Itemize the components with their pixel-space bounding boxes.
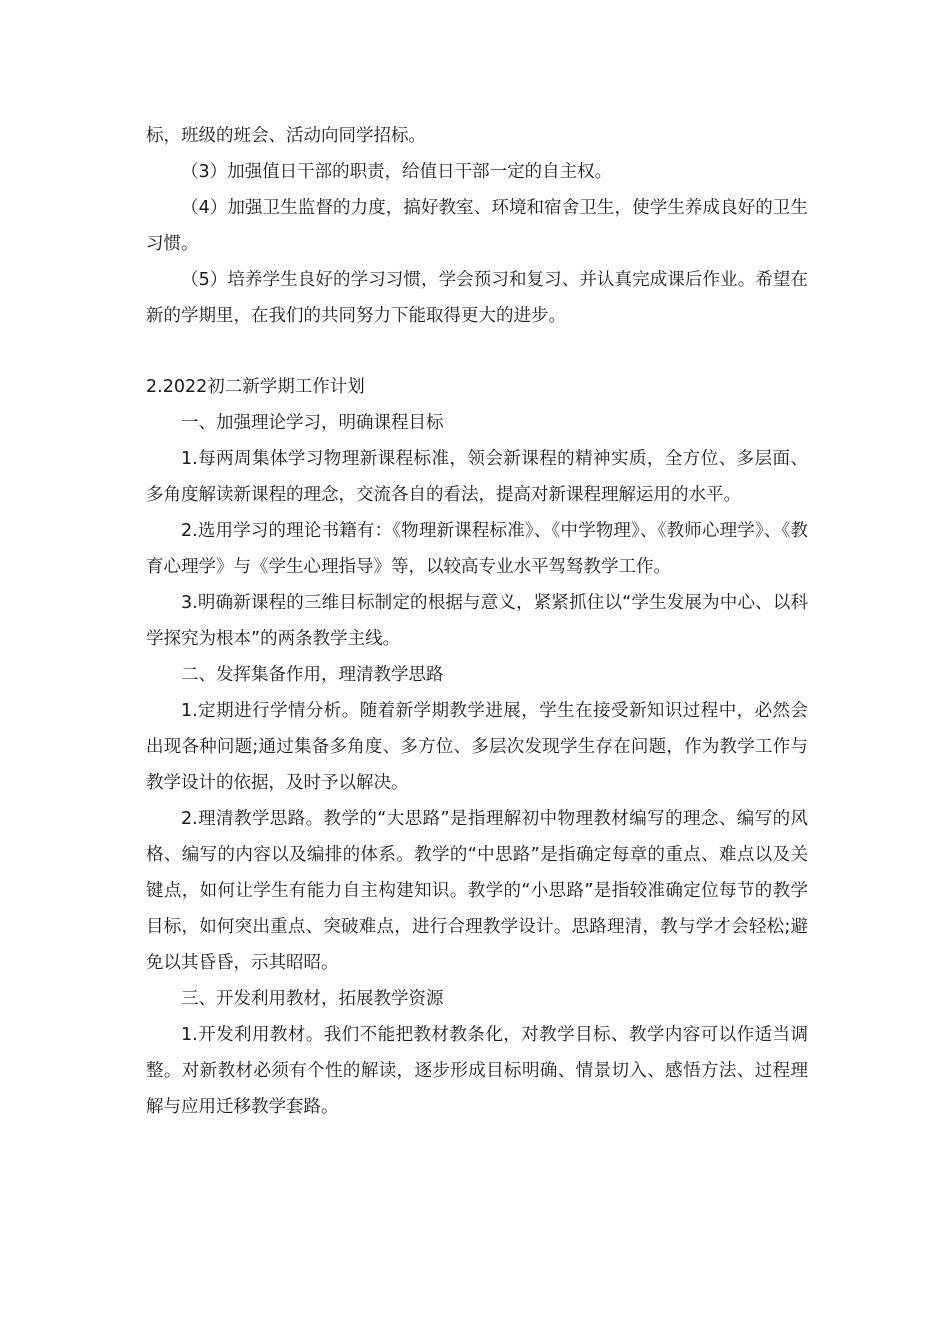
paragraph-3-1: 1.开发利用教材。我们不能把教材教条化，对教学目标、教学内容可以作适当调整。对新教材必须有个性的解读，逐步形成目标明确、情景切入、感悟方法、过程理解与应用迁移教学套路。 <box>146 1025 808 1117</box>
paragraph-item-3: （3）加强值日干部的职责，给值日干部一定的自主权。 <box>181 162 613 182</box>
paragraph-1-2: 2.选用学习的理论书籍有：《物理新课程标准》、《中学物理》、《教师心理学》、《教育心理学》与《学生心理指导》等，以较高专业水平驾驽教学工作。 <box>146 521 808 577</box>
paragraph-1-3: 3.明确新课程的三维目标制定的根据与意义，紧紧抓住以“学生发展为中心、以科学探究为根本”的两条教学主线。 <box>146 593 808 649</box>
heading-three: 三、开发利用教材，拓展教学资源 <box>181 989 444 1009</box>
paragraph-item-4: （4）加强卫生监督的力度，搞好教室、环境和宿舍卫生，使学生养成良好的卫生习惯。 <box>146 198 808 254</box>
paragraph-2-2: 2.理清教学思路。教学的“大思路”是指理解初中物理教材编写的理念、编写的风格、编写的内容以及编排的体系。教学的“中思路”是指确定每章的重点、难点以及关键点，如何让学生有能力自主构建知识。教学的“小思路”是指较准确定位每节的教学目标，如何突出重点、突破难点，进行合理教学设计。思路理清，教与学才会轻松;避免以其昏昏，示其昭昭。 <box>146 809 808 973</box>
section-gap <box>146 334 808 369</box>
paragraph-1-1: 1.每两周集体学习物理新课程标准，领会新课程的精神实质，全方位、多层面、多角度解读新课程的理念，交流各自的看法，提高对新课程理解运用的水平。 <box>146 449 808 505</box>
paragraph-item-5: （5）培养学生良好的学习习惯，学会预习和复习、并认真完成课后作业。希望在新的学期里，在我们的共同努力下能取得更大的进步。 <box>146 270 808 326</box>
section-title: 2.2022初二新学期工作计划 <box>146 377 365 397</box>
document-body <box>146 118 808 1125</box>
paragraph-2-1: 1.定期进行学情分析。随着新学期教学进展，学生在接受新知识过程中，必然会出现各种问题;通过集备多角度、多方位、多层次发现学生存在问题，作为教学工作与教学设计的依据，及时予以解决。 <box>146 701 808 793</box>
heading-two: 二、发挥集备作用，理清教学思路 <box>181 665 444 685</box>
paragraph-continuation: 标，班级的班会、活动向同学招标。 <box>146 126 426 146</box>
heading-one: 一、加强理论学习，明确课程目标 <box>181 413 444 433</box>
